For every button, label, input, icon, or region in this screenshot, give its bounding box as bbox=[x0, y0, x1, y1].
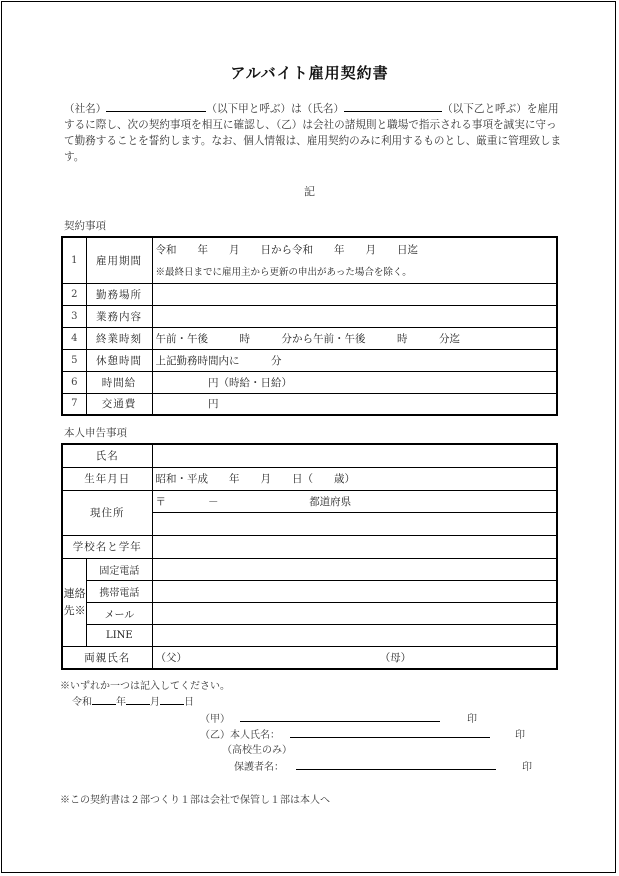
month-blank[interactable] bbox=[126, 693, 150, 705]
year-blank[interactable] bbox=[92, 693, 116, 705]
line-field[interactable] bbox=[152, 624, 557, 646]
table-row bbox=[62, 624, 557, 646]
row-label: 勤務場所 bbox=[86, 283, 152, 305]
hourly-wage-field[interactable]: 円（時給・日給） bbox=[152, 371, 557, 393]
table-row bbox=[62, 646, 557, 669]
name-label: 氏名 bbox=[62, 444, 152, 467]
personal-table bbox=[61, 443, 558, 670]
break-time-field[interactable]: 上記勤務時間内に 分 bbox=[152, 349, 557, 371]
contract-table bbox=[61, 236, 558, 416]
mother-label: （母） bbox=[379, 651, 412, 664]
table-row bbox=[62, 305, 557, 327]
table-row bbox=[62, 393, 557, 415]
row-number: 4 bbox=[62, 327, 86, 349]
postal-code-mark: 〒 － bbox=[155, 495, 219, 508]
landline-label: 固定電話 bbox=[87, 558, 152, 580]
row-number: 5 bbox=[62, 349, 86, 371]
company-name-blank[interactable] bbox=[106, 100, 206, 112]
table-row bbox=[62, 490, 557, 512]
table-row bbox=[62, 558, 557, 580]
employee-name-label: （乙）本人氏名： bbox=[200, 730, 280, 741]
row-label: 交通費 bbox=[86, 393, 152, 415]
table-row bbox=[62, 467, 557, 490]
contract-heading: 契約事項 bbox=[64, 220, 106, 232]
guardian-label: 保護者名： bbox=[234, 762, 284, 773]
contact-label: 連絡先※ bbox=[62, 558, 87, 646]
work-hours-field[interactable]: 午前・午後 時 分から午前・午後 時 分迄 bbox=[152, 327, 557, 349]
father-label: （父） bbox=[155, 651, 187, 664]
employer-signature-line[interactable] bbox=[240, 721, 440, 722]
intro-company-label: （社名） bbox=[64, 103, 107, 115]
guardian-seal: 印 bbox=[522, 762, 532, 773]
parents-field[interactable] bbox=[152, 646, 557, 669]
employer-label: （甲） bbox=[200, 714, 230, 725]
employer-seal: 印 bbox=[467, 714, 477, 725]
transportation-field[interactable]: 円 bbox=[152, 393, 557, 415]
table-row bbox=[62, 237, 557, 283]
address-label: 現住所 bbox=[62, 490, 152, 535]
work-location-field[interactable] bbox=[152, 283, 557, 305]
school-field[interactable] bbox=[152, 535, 557, 558]
employee-seal: 印 bbox=[515, 730, 525, 741]
bottom-note: ※この契約書は２部つくり１部は会社で保管し１部は本人へ bbox=[60, 795, 330, 806]
birthdate-label: 生年月日 bbox=[62, 467, 152, 490]
address-line-2[interactable] bbox=[152, 512, 557, 535]
day-blank[interactable] bbox=[160, 693, 184, 705]
table-row bbox=[62, 602, 557, 624]
prefecture-label: 都道府県 bbox=[309, 495, 352, 508]
school-label: 学校名と学年 bbox=[62, 535, 152, 558]
mobile-field[interactable] bbox=[152, 580, 557, 602]
parents-label: 両親氏名 bbox=[62, 646, 152, 669]
email-label: メール bbox=[87, 602, 152, 624]
row-label: 業務内容 bbox=[86, 305, 152, 327]
table-row bbox=[62, 535, 557, 558]
intro-text-2: （以下甲と呼ぶ）は（氏名） bbox=[206, 103, 345, 115]
employment-period-field[interactable] bbox=[152, 237, 557, 283]
row-number: 3 bbox=[62, 305, 86, 327]
address-line-1[interactable] bbox=[152, 490, 557, 512]
job-description-field[interactable] bbox=[152, 305, 557, 327]
table-row bbox=[62, 349, 557, 371]
line-label: LINE bbox=[87, 624, 152, 646]
employee-signature-line[interactable] bbox=[290, 737, 490, 738]
row-number: 6 bbox=[62, 371, 86, 393]
footnote: ※いずれか一つは記入してください。 bbox=[60, 681, 230, 692]
row-number: 7 bbox=[62, 393, 86, 415]
table-row bbox=[62, 283, 557, 305]
landline-field[interactable] bbox=[152, 558, 557, 580]
table-row bbox=[62, 444, 557, 467]
document-title: アルバイト雇用契約書 bbox=[230, 64, 389, 82]
row-label: 終業時刻 bbox=[86, 327, 152, 349]
row-note: ※最終日までに雇用主から更新の申出があった場合を除く。 bbox=[155, 267, 412, 279]
birthdate-field[interactable]: 昭和・平成 年 月 日（ 歳） bbox=[152, 467, 557, 490]
day-label: 日 bbox=[184, 697, 194, 708]
intro-paragraph bbox=[64, 100, 564, 165]
month-label: 月 bbox=[150, 697, 160, 708]
table-row bbox=[62, 327, 557, 349]
employee-name-blank[interactable] bbox=[344, 100, 442, 112]
mobile-label: 携帯電話 bbox=[87, 580, 152, 602]
name-field[interactable] bbox=[152, 444, 557, 467]
row-number: 1 bbox=[62, 237, 86, 283]
email-field[interactable] bbox=[152, 602, 557, 624]
row-label: 雇用期間 bbox=[86, 237, 152, 283]
date-line bbox=[72, 693, 194, 708]
personal-heading: 本人申告事項 bbox=[64, 427, 127, 439]
row-number: 2 bbox=[62, 283, 86, 305]
row-value: 令和 年 月 日から令和 年 月 日迄 bbox=[155, 244, 418, 257]
guardian-signature-line[interactable] bbox=[296, 769, 496, 770]
ki-marker: 記 bbox=[304, 185, 315, 198]
year-label: 年 bbox=[116, 697, 126, 708]
table-row bbox=[62, 580, 557, 602]
table-row bbox=[62, 371, 557, 393]
row-label: 休憩時間 bbox=[86, 349, 152, 371]
row-label: 時間給 bbox=[86, 371, 152, 393]
era-label: 令和 bbox=[72, 697, 92, 708]
highschool-note: （高校生のみ） bbox=[222, 745, 292, 756]
intro-text-3: （以下乙と呼ぶ）を雇用するに際し、次の契約事項を相互に確認し、（乙）は会社の諸規則と職場で指示される事項を誠実に守って勤務することを誓約します。なお、個人情報は、雇用契約のみに利用するものとし、厳重に管理致します。 bbox=[64, 103, 562, 163]
